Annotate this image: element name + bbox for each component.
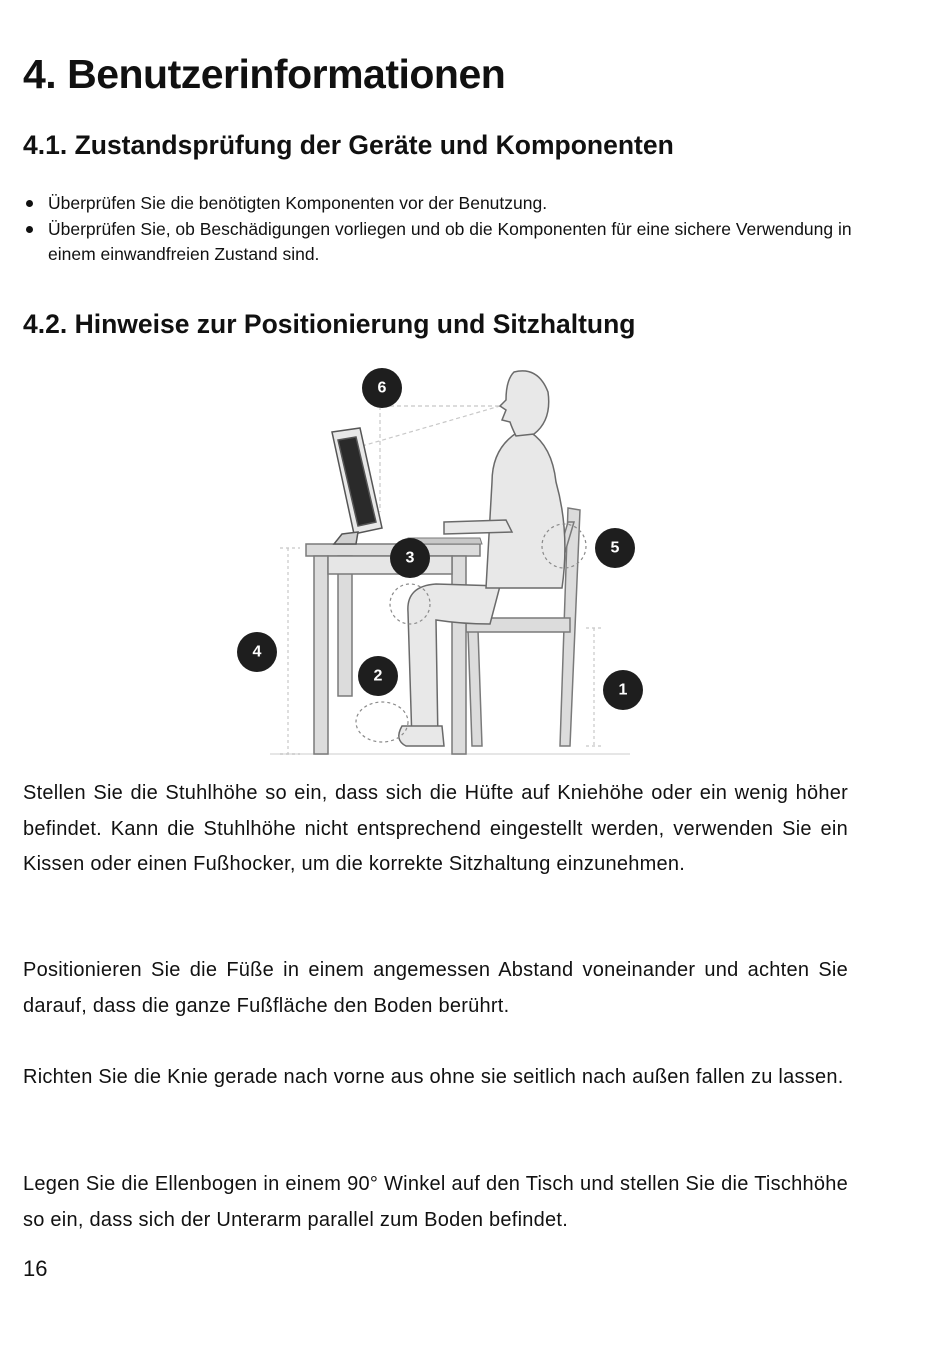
section-heading-sitzhaltung: 4.2. Hinweise zur Positionierung und Sitzhaltung bbox=[23, 309, 636, 339]
marker-label: 3 bbox=[405, 549, 415, 567]
marker-3 bbox=[390, 538, 430, 578]
marker-label: 1 bbox=[618, 681, 628, 699]
marker-label: 5 bbox=[610, 539, 620, 557]
table bbox=[306, 544, 480, 754]
marker-4 bbox=[237, 632, 277, 672]
section-heading-zustandspruefung: 4.1. Zustandsprüfung der Geräte und Komponenten bbox=[23, 130, 674, 160]
paragraph-ellenbogen: Legen Sie die Ellenbogen in einem 90° Winkel auf den Tisch und stellen Sie die Tischhöhe so ein, dass sich der Unterarm parallel zum Boden befindet. bbox=[23, 1173, 848, 1231]
marker-1 bbox=[603, 670, 643, 710]
marker-5 bbox=[595, 528, 635, 568]
page-title: 4. Benutzerinformationen bbox=[23, 51, 506, 97]
seat-height-dimension bbox=[586, 628, 602, 746]
monitor bbox=[332, 428, 382, 544]
checklist bbox=[23, 191, 883, 268]
page-number: 16 bbox=[23, 1256, 48, 1281]
paragraph-fuesse: Positionieren Sie die Füße in einem angemessen Abstand voneinander und achten Sie darauf, dass die ganze Fußfläche den Boden berührt. bbox=[23, 959, 848, 1017]
marker-6 bbox=[362, 368, 402, 408]
paragraph-stuhlhoehe: Stellen Sie die Stuhlhöhe so ein, dass sich die Hüfte auf Kniehöhe oder ein wenig höher befindet. Kann die Stuhlhöhe nicht entsprechend eingestellt werden, verwenden Sie ein Kissen oder einen Fußhocker, um die korrekte Sitzhaltung einzunehmen. bbox=[23, 782, 848, 875]
marker-label: 6 bbox=[377, 379, 387, 397]
posture-illustration bbox=[230, 362, 670, 762]
marker-2 bbox=[358, 656, 398, 696]
checklist-item: Überprüfen Sie, ob Beschädigungen vorliegen und ob die Komponenten für eine sichere Verwendung in einem einwandfreien Zustand sind. bbox=[23, 217, 883, 268]
paragraph-knie: Richten Sie die Knie gerade nach vorne aus ohne sie seitlich nach außen fallen zu lassen. bbox=[23, 1066, 844, 1088]
marker-label: 4 bbox=[252, 643, 262, 661]
marker-label: 2 bbox=[373, 667, 383, 685]
table-height-dimension bbox=[280, 548, 300, 754]
posture-diagram bbox=[230, 362, 670, 762]
eye-level-lines bbox=[362, 406, 500, 512]
checklist-item: Überprüfen Sie die benötigten Komponenten vor der Benutzung. bbox=[23, 191, 883, 217]
